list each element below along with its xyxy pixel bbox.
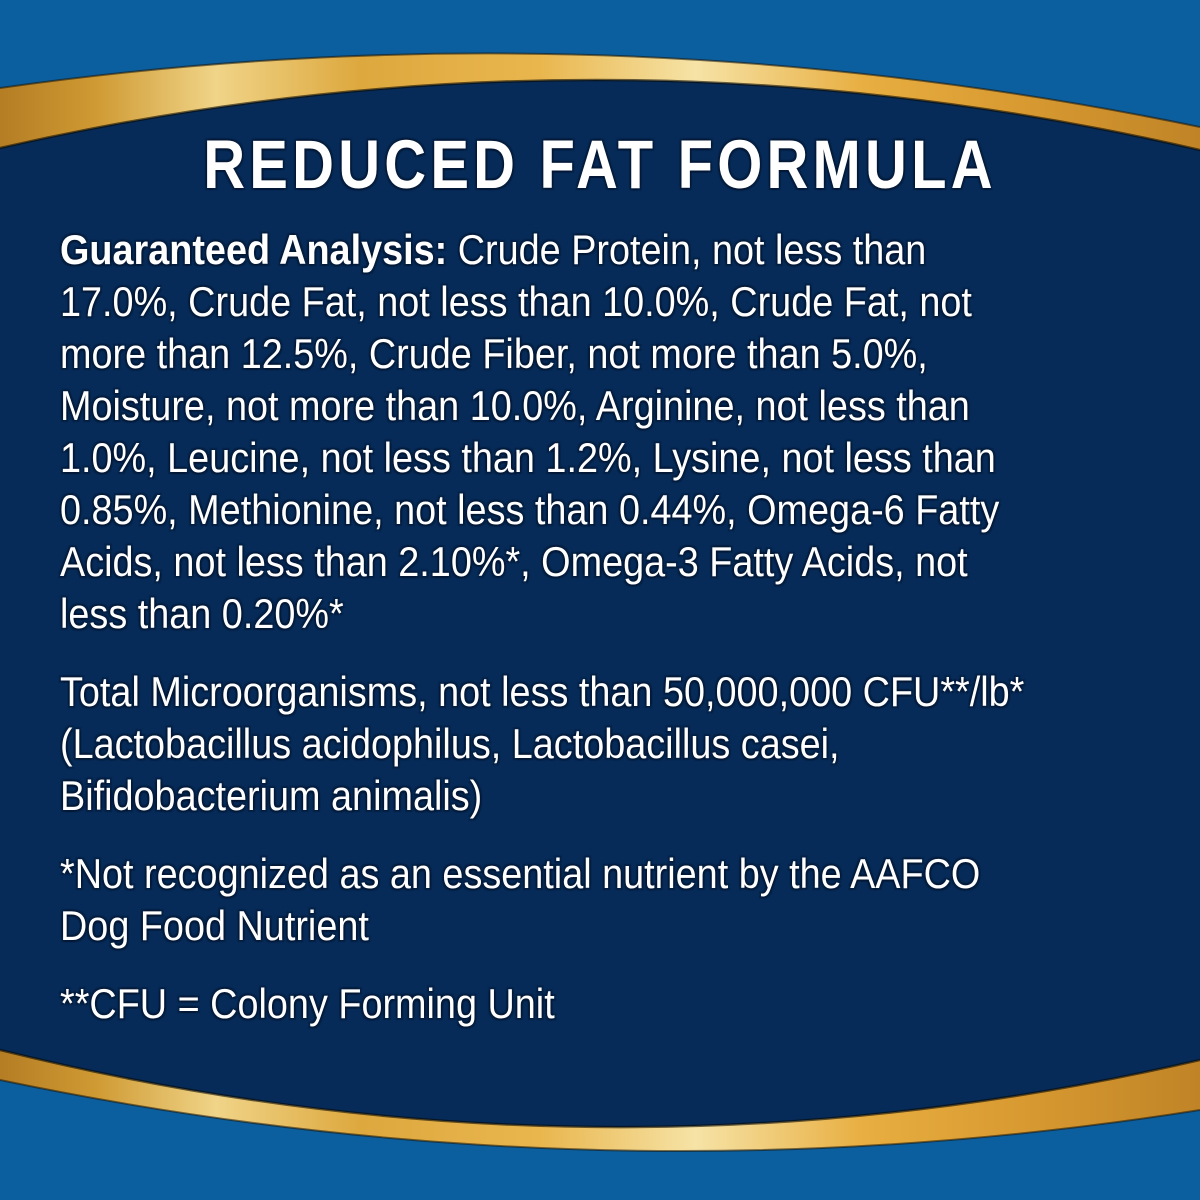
- microorganisms-line: Total Microorganisms, not less than 50,000,000 CFU**/lb*: [60, 668, 1025, 715]
- analysis-line: less than 0.20%*: [60, 590, 344, 637]
- footnote-aafco-line: Dog Food Nutrient: [60, 902, 369, 949]
- analysis-line: 1.0%, Leucine, not less than 1.2%, Lysine, not less than: [60, 434, 996, 481]
- microorganisms-paragraph: [60, 666, 1032, 822]
- footnote-aafco-line: *Not recognized as an essential nutrient by the AAFCO: [60, 850, 981, 897]
- analysis-line: 17.0%, Crude Fat, not less than 10.0%, Crude Fat, not: [60, 278, 972, 325]
- analysis-line: more than 12.5%, Crude Fiber, not more than 5.0%,: [60, 330, 928, 377]
- footnote-cfu: [60, 978, 1032, 1030]
- footnote-aafco: [60, 848, 1032, 952]
- analysis-line: Moisture, not more than 10.0%, Arginine, not less than: [60, 382, 970, 429]
- analysis-line-text: Crude Protein, not less than: [447, 226, 927, 273]
- guaranteed-analysis-label: Guaranteed Analysis:: [60, 226, 448, 273]
- analysis-line: Acids, not less than 2.10%*, Omega-3 Fatty Acids, not: [60, 538, 968, 585]
- guaranteed-analysis-paragraph: [60, 224, 1032, 640]
- analysis-line: [60, 224, 1032, 276]
- footnote-cfu-line: **CFU = Colony Forming Unit: [60, 980, 555, 1027]
- label-content: [60, 126, 1140, 1056]
- page-title: REDUCED FAT FORMULA: [203, 126, 997, 203]
- microorganisms-line: Bifidobacterium animalis): [60, 772, 483, 819]
- analysis-line: 0.85%, Methionine, not less than 0.44%, Omega-6 Fatty: [60, 486, 1000, 533]
- microorganisms-line: (Lactobacillus acidophilus, Lactobacillus casei,: [60, 720, 840, 767]
